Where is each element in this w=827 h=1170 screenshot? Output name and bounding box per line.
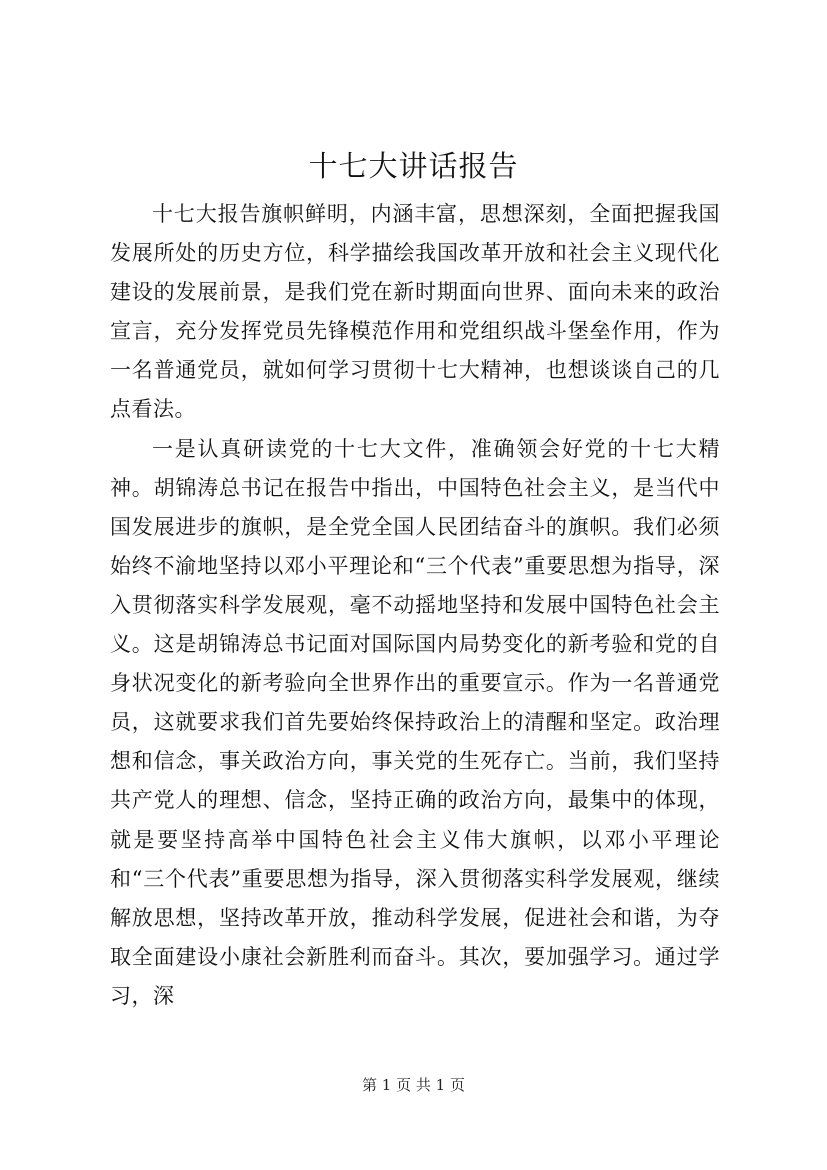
page-footer: 第 1 页 共 1 页 <box>362 1076 465 1094</box>
paragraph-1: 十七大报告旗帜鲜明，内涵丰富，思想深刻，全面把握我国发展所处的历史方位，科学描绘我国改革开放和社会主义现代化建设的发展前景，是我们党在新时期面向世界、面向未来的政治宣言，充分发挥党员先锋模范作用和党组织战斗堡垒作用，作为一名普通党员，就如何学习贯彻十七大精神，也想谈谈自己的几点看法。 <box>110 202 720 422</box>
document-body <box>110 195 720 1016</box>
paragraph-2: 一是认真研读党的十七大文件，准确领会好党的十七大精神。胡锦涛总书记在报告中指出，中国特色社会主义，是当代中国发展进步的旗帜，是全党全国人民团结奋斗的旗帜。我们必须始终不渝地坚持以邓小平理论和“三个代表”重要思想为指导，深入贯彻落实科学发展观，毫不动摇地坚持和发展中国特色社会主义。这是胡锦涛总书记面对国际国内局势变化的新考验和党的自身状况变化的新考验向全世界作出的重要宣示。作为一名普通党员，这就要求我们首先要始终保持政治上的清醒和坚定。政治理想和信念，事关政治方向，事关党的生死存亡。当前，我们坚持共产党人的理想、信念，坚持正确的政治方向，最集中的体现，就是要坚持高举中国特色社会主义伟大旗帜，以邓小平理论和“三个代表”重要思想为指导，深入贯彻落实科学发展观，继续解放思想，坚持改革开放，推动科学发展，促进社会和谐，为夺取全面建设小康社会新胜利而奋斗。其次，要加强学习。通过学习，深 <box>110 436 720 1008</box>
document-title: 十七大讲话报告 <box>308 149 519 183</box>
